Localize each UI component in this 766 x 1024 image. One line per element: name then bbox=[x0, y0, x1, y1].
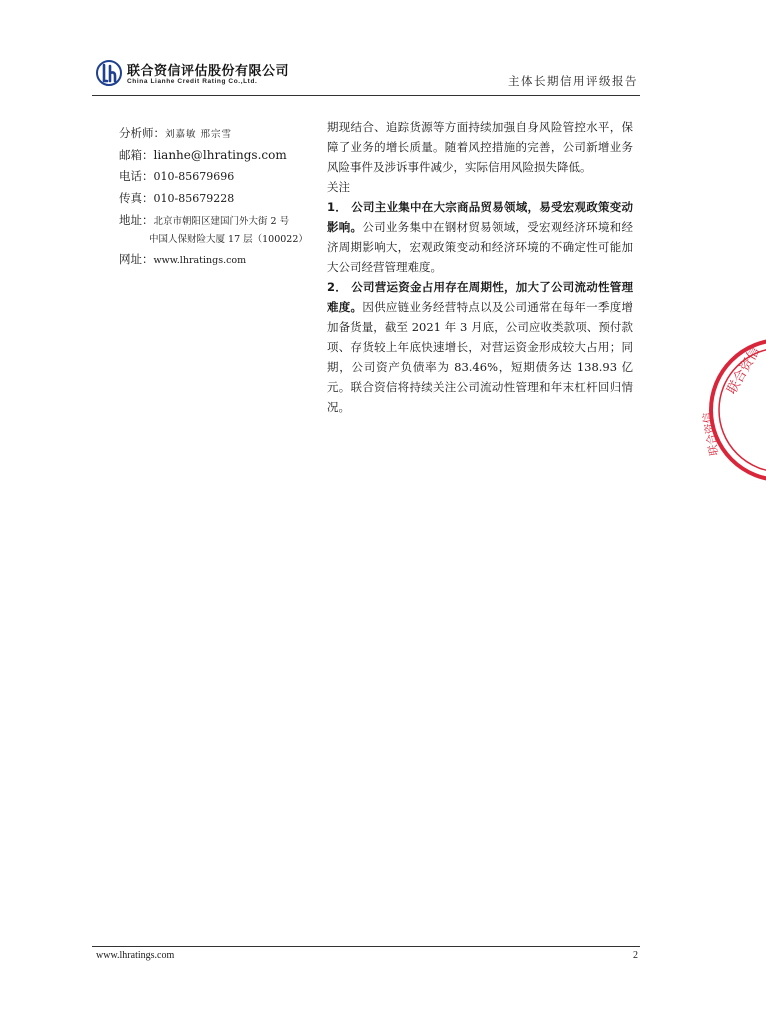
footer-divider bbox=[92, 946, 640, 947]
fax-value: 010-85679228 bbox=[153, 192, 235, 205]
company-seal-stamp bbox=[700, 335, 766, 485]
concern-item-1-text: 公司业务集中在钢材贸易领域，受宏观经济环境和经济周期影响大，宏观政策变动和经济环境的不确定性可能加大公司经营管理难度。 bbox=[327, 220, 634, 274]
concern-item-2 bbox=[327, 277, 633, 417]
page-header bbox=[92, 56, 640, 96]
header-divider bbox=[92, 95, 640, 96]
website-value[interactable]: www.lhratings.com bbox=[153, 255, 247, 266]
intro-paragraph: 期现结合、追踪货源等方面持续加强自身风险管控水平，保障了业务的增长质量。随着风控措施的完善，公司新增业务风险事件及涉诉事件减少，实际信用风险损失降低。 bbox=[327, 120, 633, 174]
lianhe-logo-icon bbox=[96, 60, 122, 86]
svg-text:联合资信: 联合资信 bbox=[724, 344, 764, 397]
analysts-value: 刘嘉敏 邢宗雪 bbox=[165, 129, 233, 140]
fax-label: 传真： bbox=[119, 191, 154, 205]
address-row bbox=[119, 212, 289, 228]
body-column bbox=[327, 117, 633, 417]
email-value[interactable]: lianhe@lhratings.com bbox=[153, 148, 287, 162]
concern-item-2-text: 因供应链业务经营特点以及公司通常在每年一季度增加备货量，截至 2021 年 3 月底，公司应收类款项、预付款项、存货较上年底快速增长，对营运资金形成较大占用；同期，公司资产负债率为 83.46%，短期债务达 138.93 亿元。联合资信将持续关注公司流动性管理和年末杠杆回归情况。 bbox=[327, 300, 634, 414]
svg-text:联合资信: 联合资信 bbox=[700, 411, 721, 457]
fax-row bbox=[119, 190, 234, 206]
report-type: 主体长期信用评级报告 bbox=[508, 74, 638, 88]
address-line-2: 中国人保财险大厦 17 层（100022） bbox=[149, 234, 308, 245]
phone-row bbox=[119, 168, 234, 184]
company-name-en: China Lianhe Credit Rating Co.,Ltd. bbox=[127, 78, 258, 85]
concern-item-2-heading: 2． 公司营运资金占用存在周期性，加大了公司流动性管理难度。 bbox=[327, 280, 633, 314]
analysts-label: 分析师： bbox=[119, 126, 165, 140]
concern-item-1-heading: 1． 公司主业集中在大宗商品贸易领域，易受宏观政策变动影响。 bbox=[327, 200, 633, 234]
email-label: 邮箱： bbox=[119, 148, 154, 162]
section-title: 关注 bbox=[327, 180, 350, 194]
company-name-cn: 联合资信评估股份有限公司 bbox=[127, 64, 290, 79]
email-row bbox=[119, 147, 287, 163]
footer-url[interactable]: www.lhratings.com bbox=[96, 950, 175, 961]
concern-item-1 bbox=[327, 197, 633, 277]
phone-value: 010-85679696 bbox=[153, 170, 235, 183]
address-label: 地址： bbox=[119, 213, 154, 227]
analysts-row bbox=[119, 125, 232, 141]
website-row bbox=[119, 251, 246, 267]
address-row-2 bbox=[149, 231, 308, 245]
phone-label: 电话： bbox=[119, 169, 154, 183]
page-number: 2 bbox=[633, 950, 638, 961]
address-line-1: 北京市朝阳区建国门外大街 2 号 bbox=[153, 216, 290, 227]
website-label: 网址： bbox=[119, 252, 154, 266]
